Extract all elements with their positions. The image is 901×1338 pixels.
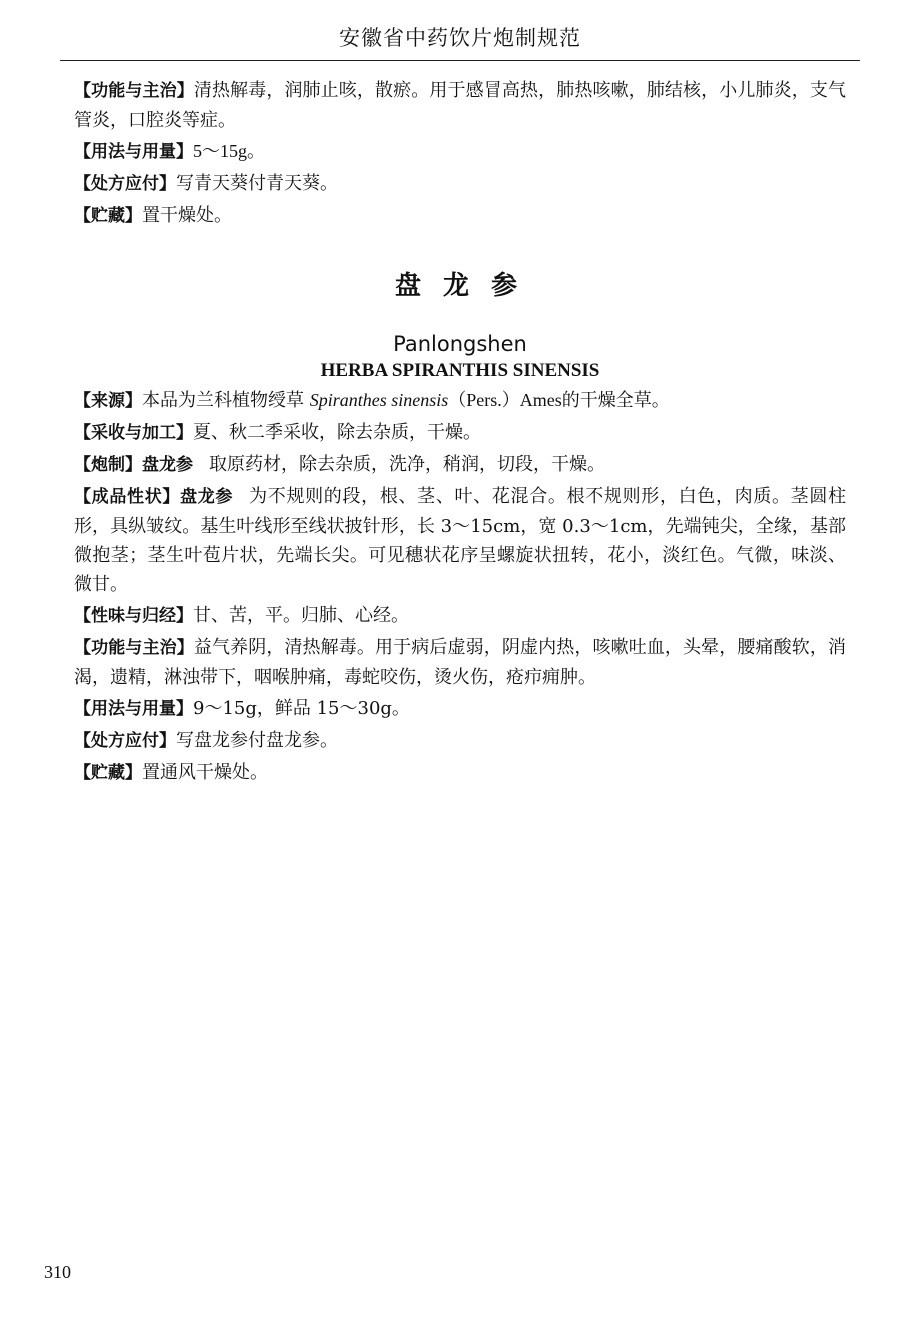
prev-function-label: 【功能与主治】 bbox=[74, 81, 194, 101]
nature-label: 【性味与归经】 bbox=[74, 606, 193, 626]
header-rule bbox=[60, 60, 860, 61]
prev-prescription-text: 写青天葵付青天葵。 bbox=[176, 173, 338, 194]
product-sub: 盘龙参 bbox=[180, 487, 234, 507]
prescription-label: 【处方应付】 bbox=[74, 731, 176, 751]
prev-function-text: 清热解毒，润肺止咳，散瘀。用于感冒高热，肺热咳嗽，肺结核，小儿肺炎，支气管炎，口腔炎等症。 bbox=[74, 80, 847, 131]
source-author: （Pers.）Ames bbox=[448, 390, 562, 410]
processing-sub: 盘龙参 bbox=[142, 455, 193, 475]
harvest-section bbox=[74, 418, 846, 448]
prev-storage bbox=[74, 201, 846, 231]
product-label: 【成品性状】 bbox=[74, 487, 181, 507]
prescription-section bbox=[74, 726, 846, 756]
source-pre: 本品为兰科植物绶草 bbox=[142, 390, 310, 411]
harvest-label: 【采收与加工】 bbox=[74, 423, 193, 443]
prev-usage bbox=[74, 137, 846, 167]
usage-label: 【用法与用量】 bbox=[74, 699, 193, 719]
monograph-pinyin: Panlongshen bbox=[393, 332, 527, 356]
function-section bbox=[74, 633, 846, 692]
prev-storage-text: 置干燥处。 bbox=[142, 205, 232, 226]
processing-label: 【炮制】 bbox=[74, 455, 142, 475]
monograph-title: 盘龙参 bbox=[394, 271, 539, 301]
storage-text: 置通风干燥处。 bbox=[142, 762, 268, 783]
usage-text: 9～15g，鲜品 15～30g。 bbox=[193, 698, 410, 719]
harvest-text: 夏、秋二季采收，除去杂质，干燥。 bbox=[193, 422, 481, 443]
source-label: 【来源】 bbox=[74, 391, 142, 411]
processing-section bbox=[74, 450, 846, 480]
function-label: 【功能与主治】 bbox=[74, 638, 194, 658]
page-content bbox=[74, 76, 846, 790]
source-section bbox=[74, 386, 846, 416]
monograph-latin-name: HERBA SPIRANTHIS SINENSIS bbox=[320, 360, 600, 381]
prev-function bbox=[74, 76, 846, 135]
processing-text: 取原药材，除去杂质，洗净，稍润，切段，干燥。 bbox=[209, 454, 605, 475]
prev-prescription bbox=[74, 169, 846, 199]
prev-prescription-label: 【处方应付】 bbox=[74, 174, 176, 194]
function-text: 益气养阴，清热解毒。用于病后虚弱，阴虚内热，咳嗽吐血，头晕，腰痛酸软，消渴，遗精，淋浊带下，咽喉肿痛，毒蛇咬伤，烫火伤，疮疖痈肿。 bbox=[74, 637, 847, 688]
product-text: 为不规则的段，根、茎、叶、花混合。根不规则形，白色，肉质。茎圆柱形，具纵皱纹。基生叶线形至线状披针形，长 3～15cm，宽 0.3～1cm，先端钝尖，全缘，基部微抱茎；茎生叶苞片状，先端长尖。可见穗状花序呈螺旋状扭转，花小，淡红色。气微，味淡、微甘。 bbox=[74, 486, 847, 595]
usage-section bbox=[74, 694, 846, 724]
nature-text: 甘、苦，平。归肺、心经。 bbox=[193, 605, 409, 626]
storage-label: 【贮藏】 bbox=[74, 763, 142, 783]
source-species: Spiranthes sinensis bbox=[309, 390, 449, 410]
page-number: 310 bbox=[44, 1262, 71, 1282]
running-header: 安徽省中药饮片炮制规范 bbox=[339, 26, 581, 50]
nature-section bbox=[74, 601, 846, 631]
prev-usage-label: 【用法与用量】 bbox=[74, 142, 193, 162]
storage-section bbox=[74, 758, 846, 788]
source-post: 的干燥全草。 bbox=[561, 390, 670, 411]
prev-usage-text: 5～15g。 bbox=[193, 141, 265, 161]
product-section bbox=[74, 482, 846, 599]
prescription-text: 写盘龙参付盘龙参。 bbox=[176, 730, 338, 751]
prev-storage-label: 【贮藏】 bbox=[74, 206, 142, 226]
